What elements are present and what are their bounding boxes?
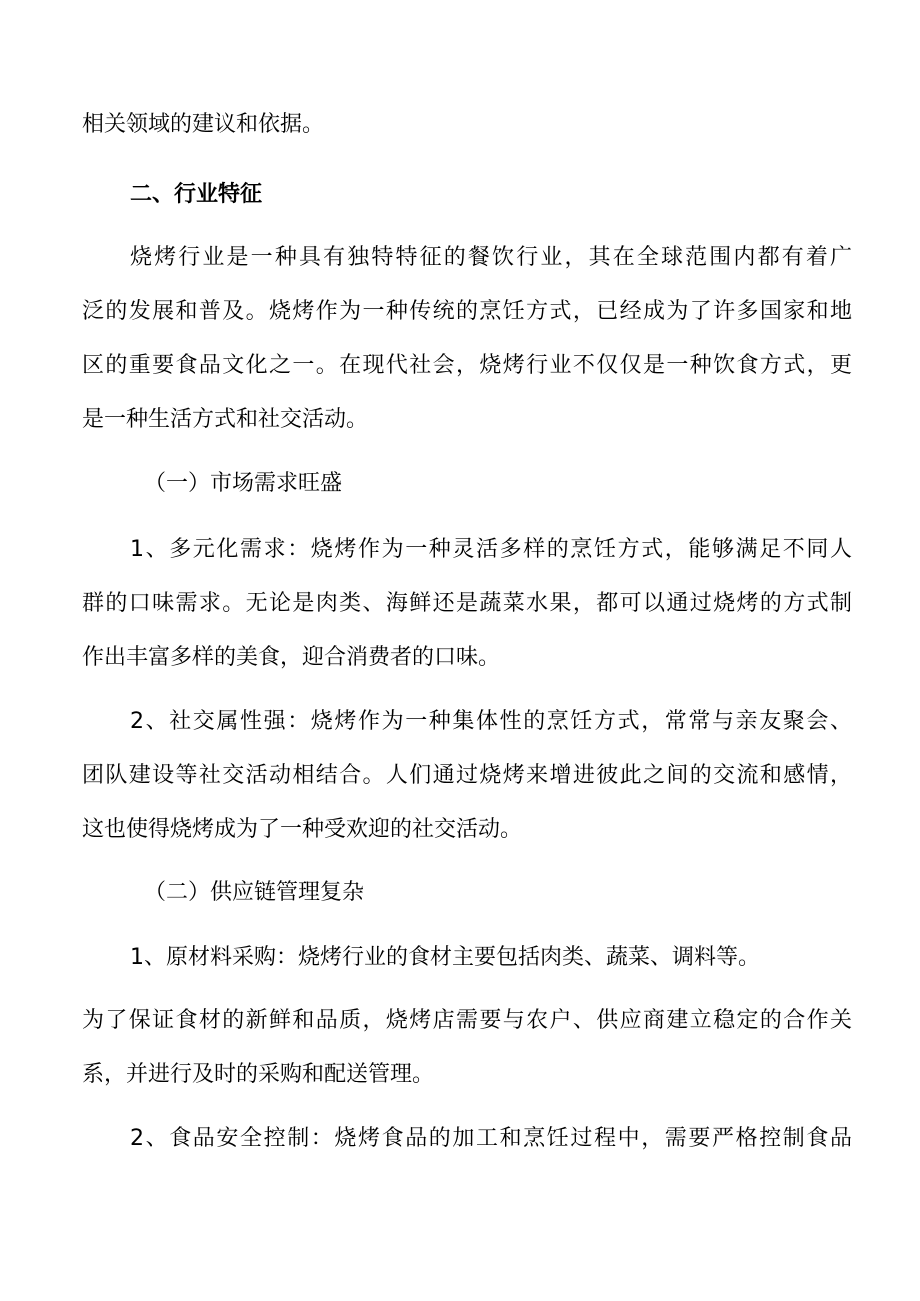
- subsection-heading: （一）市场需求旺盛: [144, 471, 343, 496]
- subsection-heading: （二）供应链管理复杂: [144, 880, 365, 905]
- paragraph-line: 这也使得烧烤成为了一种受欢迎的社交活动。: [82, 817, 523, 842]
- paragraph-line: 为了保证食材的新鲜和品质，烧烤店需要与农户、供应商建立稳定的合作关: [82, 1008, 852, 1033]
- paragraph-line: 是一种生活方式和社交活动。: [82, 407, 369, 432]
- paragraph-line: 作出丰富多样的美食，迎合消费者的口味。: [82, 645, 501, 670]
- section-heading: 二、行业特征: [130, 182, 263, 207]
- paragraph-line: 1、多元化需求：烧烤作为一种灵活多样的烹饪方式，能够满足不同人: [130, 537, 852, 562]
- paragraph-line: 烧烤行业是一种具有独特特征的餐饮行业，其在全球范围内都有着广: [130, 245, 852, 270]
- paragraph-line: 系，并进行及时的采购和配送管理。: [82, 1062, 435, 1087]
- paragraph-line: 区的重要食品文化之一。在现代社会，烧烤行业不仅仅是一种饮食方式，更: [82, 353, 852, 378]
- paragraph-line: 泛的发展和普及。烧烤作为一种传统的烹饪方式，已经成为了许多国家和地: [82, 299, 852, 324]
- paragraph-line: 群的口味需求。无论是肉类、海鲜还是蔬菜水果，都可以通过烧烤的方式制: [82, 591, 852, 616]
- paragraph-line: 相关领域的建议和依据。: [82, 112, 325, 137]
- paragraph-line: 团队建设等社交活动相结合。人们通过烧烤来增进彼此之间的交流和感情，: [82, 763, 852, 788]
- paragraph-line: 2、食品安全控制：烧烤食品的加工和烹饪过程中，需要严格控制食品: [130, 1126, 852, 1151]
- paragraph-line: 2、社交属性强：烧烤作为一种集体性的烹饪方式，常常与亲友聚会、: [130, 709, 852, 734]
- paragraph-line: 1、原材料采购：烧烤行业的食材主要包括肉类、蔬菜、调料等。: [130, 945, 760, 970]
